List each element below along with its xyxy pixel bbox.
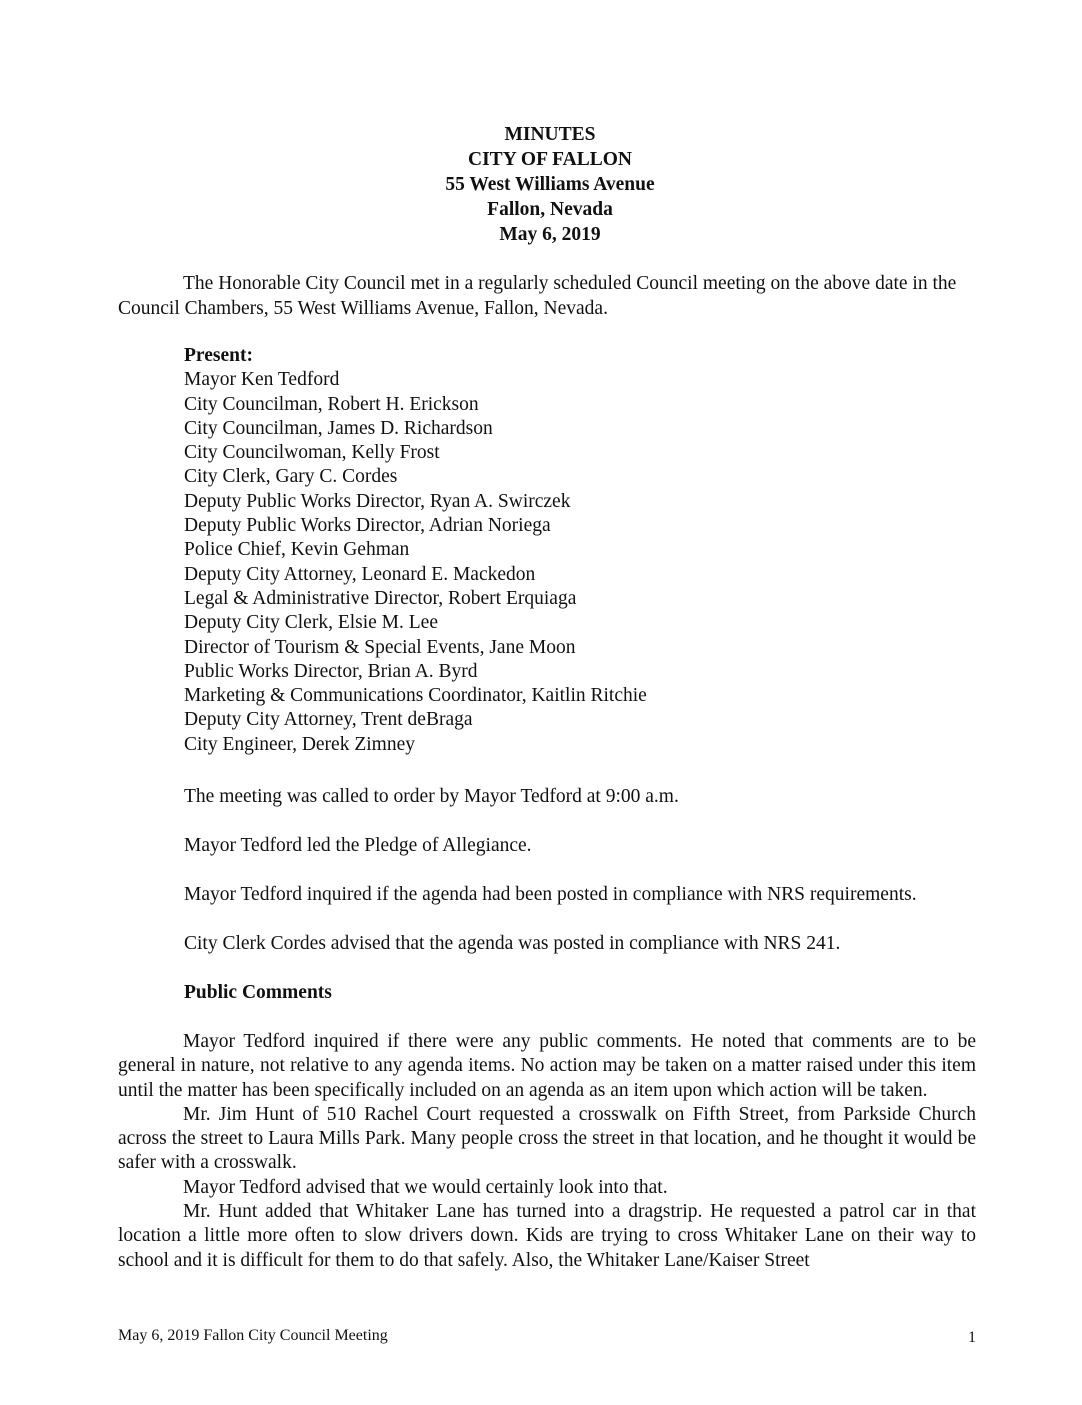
attendee: City Councilman, Robert H. Erickson: [184, 393, 479, 415]
attendee: Police Chief, Kevin Gehman: [184, 539, 410, 561]
agenda-inquiry: Mayor Tedford inquired if the agenda had been posted in compliance with NRS requirements.: [184, 884, 917, 905]
attendee: City Councilman, James D. Richardson: [184, 417, 493, 439]
attendee: City Councilwoman, Kelly Frost: [184, 442, 440, 464]
attendee: Legal & Administrative Director, Robert Erquiaga: [184, 587, 577, 609]
attendee: City Engineer, Derek Zimney: [184, 733, 415, 755]
comment-paragraph: Mayor Tedford advised that we would certainly look into that.: [183, 1176, 668, 1198]
intro-paragraph: The Honorable City Council met in a regularly scheduled Council meeting on the above date in the Council Chambers, 55 West Williams Avenue, Fallon, Nevada.: [118, 273, 957, 319]
header-city: CITY OF FALLON: [468, 149, 632, 170]
called-to-order: The meeting was called to order by Mayor Tedford at 9:00 a.m.: [184, 786, 679, 807]
header-title: MINUTES: [504, 124, 596, 145]
attendee: Deputy Public Works Director, Adrian Noriega: [184, 515, 551, 537]
attendee: Director of Tourism & Special Events, Jane Moon: [184, 636, 576, 658]
attendee: Public Works Director, Brian A. Byrd: [184, 660, 478, 682]
page-footer: [118, 1326, 976, 1346]
header-location: Fallon, Nevada: [487, 199, 613, 220]
comment-paragraph: Mr. Hunt added that Whitaker Lane has turned into a dragstrip. He requested a patrol car in that location a little more often to slow drivers down. Kids are trying to cross Whitaker Lane on their way to school and it is difficult for them to do that safely. Also, the Whitaker Lane/Kaiser Street: [118, 1201, 976, 1271]
comment-paragraph: Mr. Jim Hunt of 510 Rachel Court requested a crosswalk on Fifth Street, from Parkside Church across the street to Laura Mills Park. Many people cross the street in that location, and he thought it would be safer with a crosswalk.: [118, 1103, 976, 1174]
page-number: 1: [968, 1329, 976, 1346]
agenda-posted: City Clerk Cordes advised that the agenda was posted in compliance with NRS 241.: [184, 933, 841, 954]
attendee: Mayor Ken Tedford: [184, 369, 340, 391]
attendee: Deputy City Attorney, Trent deBraga: [184, 709, 473, 731]
header-address: 55 West Williams Avenue: [445, 174, 655, 195]
attendee: Deputy City Clerk, Elsie M. Lee: [184, 612, 438, 634]
present-title: Present:: [184, 345, 253, 366]
attendee: City Clerk, Gary C. Cordes: [184, 466, 398, 488]
present-list: [184, 344, 984, 757]
public-comments-heading: Public Comments: [184, 982, 332, 1003]
attendee: Deputy Public Works Director, Ryan A. Swirczek: [184, 490, 571, 512]
comment-paragraph: Mayor Tedford inquired if there were any public comments. He noted that comments are to be general in nature, not relative to any agenda items. No action may be taken on a matter raised under this item until the matter has been specifically included on an agenda as an item upon which action will be taken.: [118, 1031, 976, 1101]
public-comments-body: [118, 1030, 976, 1273]
header-date: May 6, 2019: [499, 224, 601, 245]
attendee: Marketing & Communications Coordinator, Kaitlin Ritchie: [184, 685, 647, 707]
document-header: [0, 122, 1082, 247]
attendee: Deputy City Attorney, Leonard E. Mackedon: [184, 563, 536, 585]
footer-text: May 6, 2019 Fallon City Council Meeting: [118, 1327, 388, 1344]
pledge-statement: Mayor Tedford led the Pledge of Allegiance.: [184, 835, 532, 856]
